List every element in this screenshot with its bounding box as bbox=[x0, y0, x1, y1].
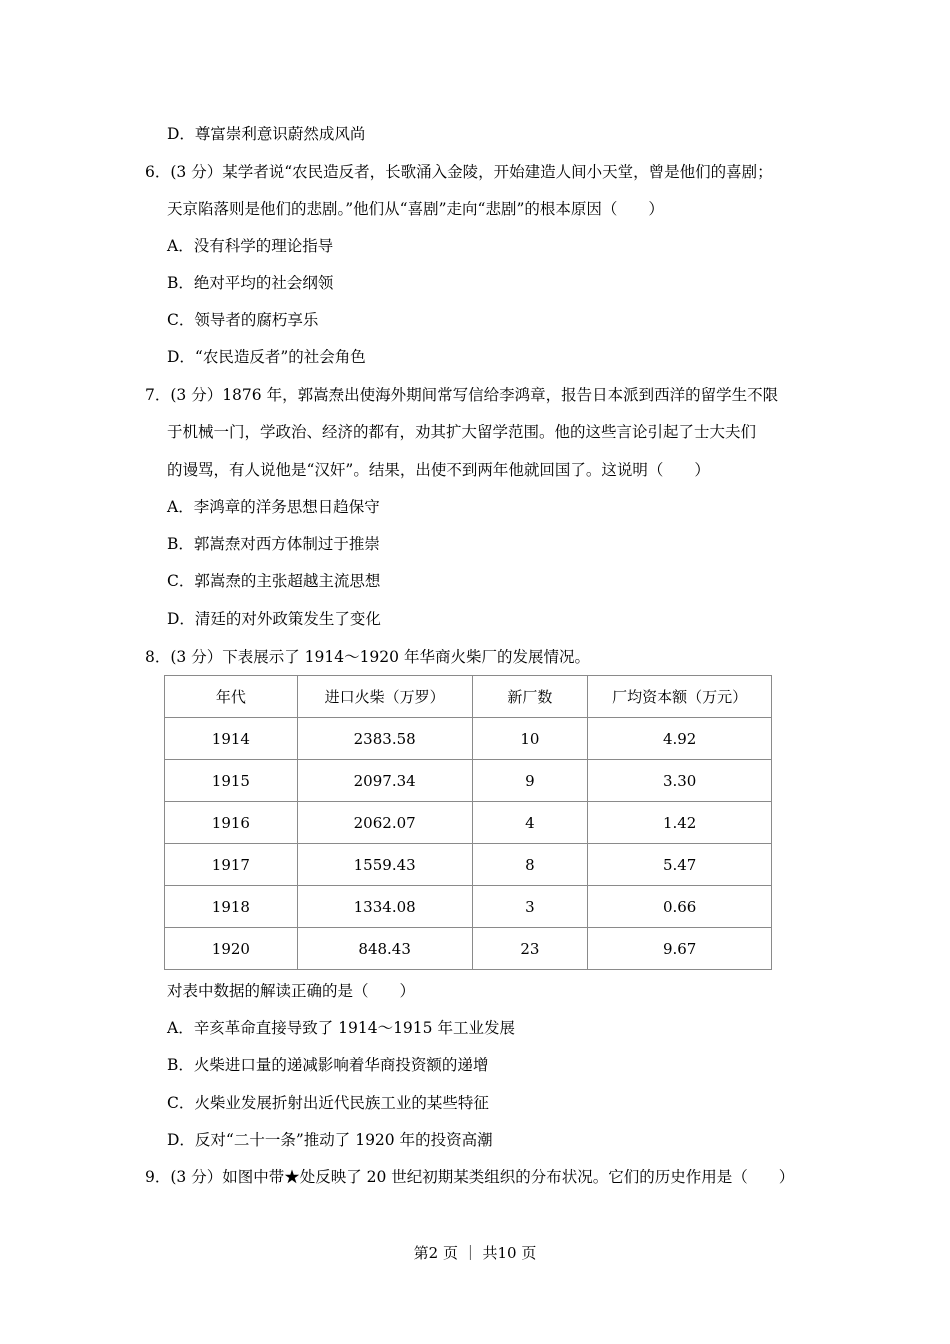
table-cell: 5.47 bbox=[588, 844, 772, 886]
header-year: 年代 bbox=[165, 676, 298, 718]
table-cell: 4.92 bbox=[588, 718, 772, 760]
table-row bbox=[165, 802, 772, 844]
table-row bbox=[165, 928, 772, 970]
q8-stem: 8．(3 分）下表展示了 1914～1920 年华商火柴厂的发展情况。 bbox=[145, 648, 590, 666]
q7-option-c: C．郭嵩焘的主张超越主流思想 bbox=[167, 572, 381, 590]
table-cell: 9.67 bbox=[588, 928, 772, 970]
header-new-factories: 新厂数 bbox=[472, 676, 588, 718]
table-row bbox=[165, 844, 772, 886]
table-cell: 1916 bbox=[165, 802, 298, 844]
q6-stem-line-1: 6．(3 分）某学者说“农民造反者，长歌涌入金陵，开始建造人间小天堂，曾是他们的喜剧； bbox=[145, 163, 773, 181]
q7-option-b: B．郭嵩焘对西方体制过于推崇 bbox=[167, 535, 380, 553]
table-cell: 2062.07 bbox=[297, 802, 472, 844]
q8-option-b: B．火柴进口量的递减影响着华商投资额的递增 bbox=[167, 1056, 489, 1074]
table-cell: 1.42 bbox=[588, 802, 772, 844]
table-header-row bbox=[165, 676, 772, 718]
table-cell: 0.66 bbox=[588, 886, 772, 928]
table-cell: 2383.58 bbox=[297, 718, 472, 760]
q6-stem-line-2: 天京陷落则是他们的悲剧。”他们从“喜剧”走向“悲剧”的根本原因（ ） bbox=[167, 200, 664, 218]
table-cell: 1920 bbox=[165, 928, 298, 970]
table-row bbox=[165, 886, 772, 928]
q6-option-a: A．没有科学的理论指导 bbox=[167, 237, 334, 255]
match-factory-table bbox=[164, 675, 772, 970]
table-cell: 2097.34 bbox=[297, 760, 472, 802]
table-cell: 4 bbox=[472, 802, 588, 844]
q6-option-b: B．绝对平均的社会纲领 bbox=[167, 274, 334, 292]
table-cell: 9 bbox=[472, 760, 588, 802]
table-cell: 1917 bbox=[165, 844, 298, 886]
table-cell: 1334.08 bbox=[297, 886, 472, 928]
q6-option-d: D．“农民造反者”的社会角色 bbox=[167, 348, 366, 366]
table-cell: 1915 bbox=[165, 760, 298, 802]
q7-stem-line-2: 于机械一门，学政治、经济的都有，劝其扩大留学范围。他的这些言论引起了士大夫们 bbox=[167, 423, 757, 441]
table-row bbox=[165, 718, 772, 760]
table-cell: 10 bbox=[472, 718, 588, 760]
table-cell: 1914 bbox=[165, 718, 298, 760]
q7-stem-line-1: 7．(3 分）1876 年，郭嵩焘出使海外期间常写信给李鸿章，报告日本派到西洋的留学生不限 bbox=[145, 386, 779, 404]
q8-option-d: D．反对“二十一条”推动了 1920 年的投资高潮 bbox=[167, 1131, 493, 1149]
header-imported-matches: 进口火柴（万罗） bbox=[297, 676, 472, 718]
q9-stem: 9．(3 分）如图中带★处反映了 20 世纪初期某类组织的分布状况。它们的历史作用是（ ） bbox=[145, 1168, 795, 1186]
q8-option-c: C．火柴业发展折射出近代民族工业的某些特征 bbox=[167, 1094, 489, 1112]
table-cell: 23 bbox=[472, 928, 588, 970]
q8-prompt: 对表中数据的解读正确的是（ ） bbox=[167, 982, 416, 1000]
q7-option-a: A．李鸿章的洋务思想日趋保守 bbox=[167, 498, 380, 516]
table-cell: 1559.43 bbox=[297, 844, 472, 886]
q5-option-d: D．尊富崇利意识蔚然成风尚 bbox=[167, 125, 366, 143]
table-cell: 3.30 bbox=[588, 760, 772, 802]
header-avg-capital: 厂均资本额（万元） bbox=[588, 676, 772, 718]
page-footer: 第2 页 ｜ 共10 页 bbox=[413, 1244, 537, 1262]
q7-stem-line-3: 的谩骂，有人说他是“汉奸”。结果，出使不到两年他就回国了。这说明（ ） bbox=[167, 461, 710, 479]
q8-option-a: A．辛亥革命直接导致了 1914～1915 年工业发展 bbox=[167, 1019, 515, 1037]
q7-option-d: D．清廷的对外政策发生了变化 bbox=[167, 610, 381, 628]
q6-option-c: C．领导者的腐朽享乐 bbox=[167, 311, 319, 329]
table-cell: 848.43 bbox=[297, 928, 472, 970]
table-cell: 3 bbox=[472, 886, 588, 928]
table-row bbox=[165, 760, 772, 802]
table-cell: 8 bbox=[472, 844, 588, 886]
table-cell: 1918 bbox=[165, 886, 298, 928]
